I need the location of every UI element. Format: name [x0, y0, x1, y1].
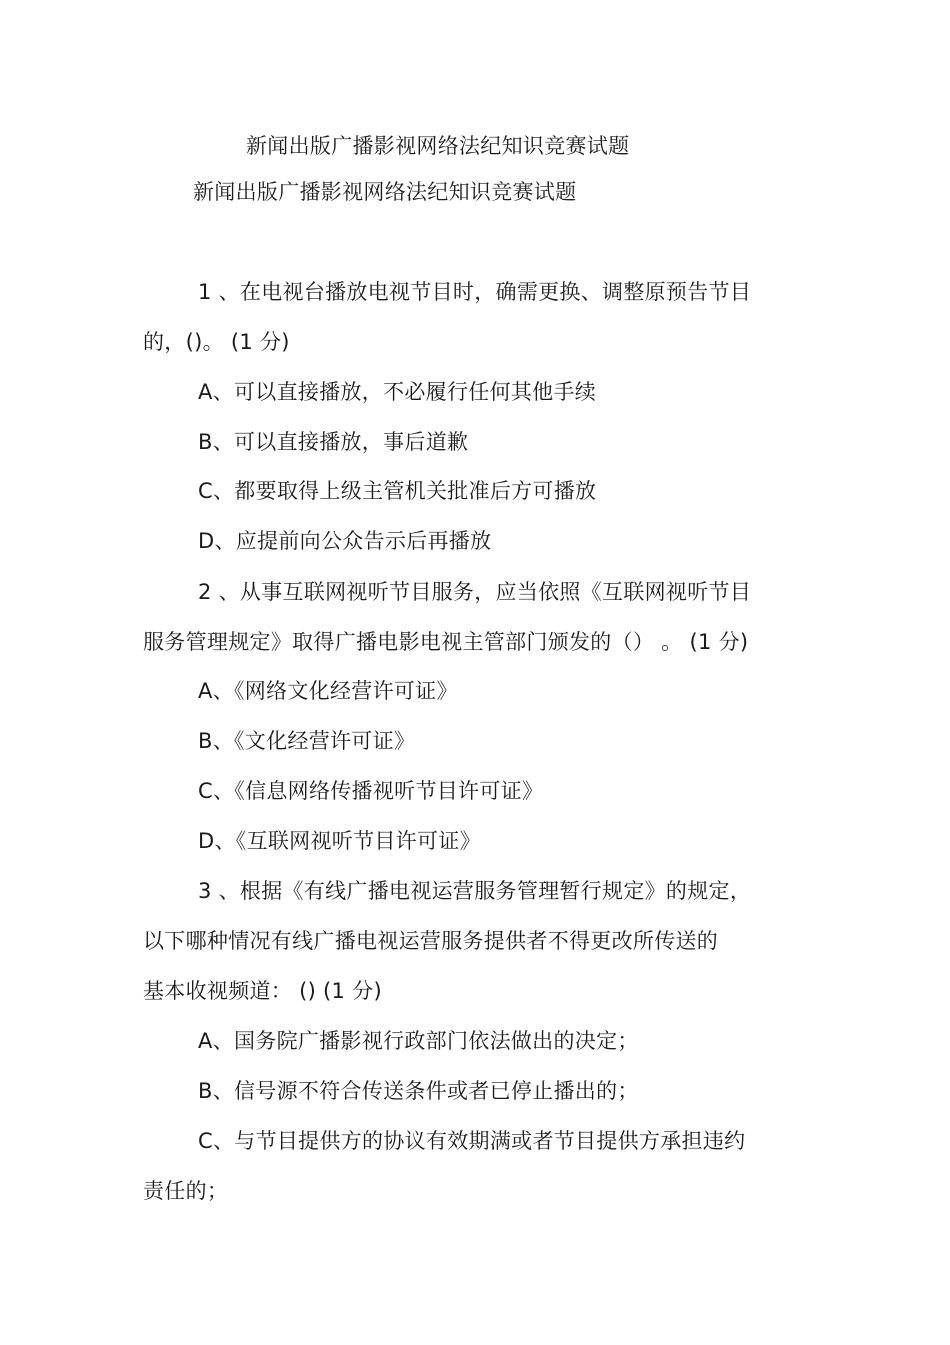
- question-3-stem-line-3: 基本收视频道： () (1 分): [143, 979, 382, 1003]
- question-2-stem-line-2: 服务管理规定》取得广播电影电视主管部门颁发的（） 。 (1 分): [143, 630, 749, 654]
- question-1-option-d: D、应提前向公众告示后再播放: [198, 529, 492, 553]
- question-3-stem-line-2: 以下哪种情况有线广播电视运营服务提供者不得更改所传送的: [143, 929, 719, 953]
- question-3-option-a: A、国务院广播影视行政部门依法做出的决定；: [198, 1029, 639, 1053]
- question-3-option-b: B、信号源不符合传送条件或者已停止播出的；: [198, 1079, 639, 1103]
- question-2-option-b: B、《文化经营许可证》: [198, 729, 416, 753]
- question-3-stem-line-1: 3 、根据《有线广播电视运营服务管理暂行规定》的规定，: [198, 879, 752, 903]
- question-2-option-d: D、《互联网视听节目许可证》: [198, 829, 481, 853]
- document-subtitle: 新闻出版广播影视网络法纪知识竞赛试题: [193, 180, 577, 204]
- question-3-option-c: C、与节目提供方的协议有效期满或者节目提供方承担违约: [198, 1129, 746, 1153]
- question-1-option-a: A、可以直接播放，不必履行任何其他手续: [198, 380, 597, 404]
- question-1-stem-line-2: 的，()。 (1 分): [143, 330, 290, 354]
- question-3-option-c-continued: 责任的；: [143, 1179, 229, 1203]
- question-2-stem-line-1: 2 、从事互联网视听节目服务，应当依照《互联网视听节目: [198, 580, 752, 604]
- question-2-option-a: A、《网络文化经营许可证》: [198, 679, 458, 703]
- question-1-stem-line-1: 1 、在电视台播放电视节目时，确需更换、调整原预告节目: [198, 280, 752, 304]
- question-1-option-b: B、可以直接播放，事后道歉: [198, 430, 469, 454]
- question-1-option-c: C、都要取得上级主管机关批准后方可播放: [198, 479, 597, 503]
- question-2-option-c: C、《信息网络传播视听节目许可证》: [198, 779, 544, 803]
- document-title: 新闻出版广播影视网络法纪知识竞赛试题: [246, 134, 630, 158]
